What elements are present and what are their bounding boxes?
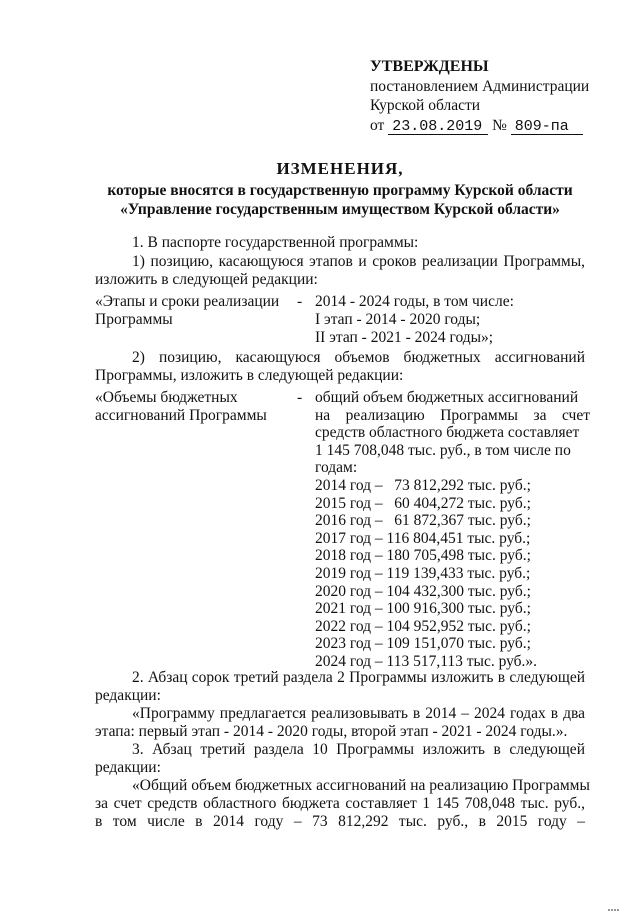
budget-dash: - xyxy=(297,389,303,406)
paragraph-1-1-line-b: изложить в следующей редакции: xyxy=(95,271,318,288)
budget-label: «Объемы бюджетных ассигнований Программы xyxy=(95,389,267,424)
budget-year-2014: 2014 год – 73 812,292 тыс. руб.; xyxy=(315,476,531,494)
paragraph-1-1-line-a: 1) позицию, касающуюся этапов и сроков реализации Программы, xyxy=(132,253,585,270)
paragraph-2-line-a: 2. Абзац сорок третий раздела 2 Программы изложить в следующей xyxy=(132,669,585,686)
paragraph-1-2-line-b: Программы, изложить в следующей редакции: xyxy=(95,367,404,384)
approval-line-2: Курской области xyxy=(370,97,481,114)
stages-label: «Этапы и сроки реализации Программы xyxy=(95,293,280,328)
budget-year-2016: 2016 год – 61 872,367 тыс. руб.; xyxy=(315,512,531,530)
budget-year-2021: 2021 год – 100 916,300 тыс. руб.; xyxy=(315,600,531,618)
approval-date-line xyxy=(370,117,620,137)
paragraph-3-line-a: 3. Абзац третий раздела 10 Программы изложить в следующей xyxy=(132,741,585,758)
paragraph-3-line-c: «Общий объем бюджетных ассигнований на реализацию Программы xyxy=(132,777,590,794)
approval-block xyxy=(370,58,620,136)
document-title: ИЗМЕНЕНИЯ, xyxy=(276,159,404,178)
paragraph-1: 1. В паспорте государственной программы: xyxy=(132,234,419,251)
paragraph-1-2-line-a: 2) позицию, касающуюся объемов бюджетных ассигнований xyxy=(132,349,585,366)
document-subtitle-2: «Управление государственным имуществом Курской области» xyxy=(120,201,560,218)
paragraph-2-line-c: «Программу предлагается реализовывать в 2014 – 2024 годах в два xyxy=(132,705,585,722)
budget-year-2022: 2022 год – 104 952,952 тыс. руб.; xyxy=(315,617,531,635)
approval-from-label: от xyxy=(370,116,385,134)
paragraph-2-line-d: этапа: первый этап - 2014 - 2020 годы, второй этап - 2021 - 2024 годы.». xyxy=(95,723,568,740)
scan-mark xyxy=(608,898,626,901)
paragraph-3-line-e: в том числе в 2014 году – 73 812,292 тыс. руб., в 2015 году – xyxy=(95,813,585,830)
document-subtitle-1: которые вносятся в государственную программу Курской области xyxy=(107,182,573,199)
budget-year-2017: 2017 год – 116 804,451 тыс. руб.; xyxy=(315,529,531,547)
budget-year-2020: 2020 год – 104 432,300 тыс. руб.; xyxy=(315,582,531,600)
approval-date: 23.08.2019 xyxy=(388,119,488,135)
budget-year-2024: 2024 год – 113 517,113 тыс. руб.». xyxy=(315,652,538,670)
stages-value: 2014 - 2024 годы, в том числе: I этап - 2014 - 2020 годы; II этап - 2021 - 2024 годы»; xyxy=(315,293,514,346)
approval-line-1: постановлением Администрации xyxy=(370,77,590,95)
paragraph-2-line-b: редакции: xyxy=(95,687,161,704)
paragraph-3-line-d: за счет средств областного бюджета составляет 1 145 708,048 тыс. руб., xyxy=(95,795,585,812)
approval-number: 809-па xyxy=(511,119,583,135)
stages-dash: - xyxy=(297,293,303,310)
paragraph-3-line-b: редакции: xyxy=(95,759,161,776)
budget-year-2023: 2023 год – 109 151,070 тыс. руб.; xyxy=(315,635,531,653)
approval-number-label: № xyxy=(492,116,507,134)
budget-value: общий объем бюджетных ассигнований на реализацию Программы за счет средств областного бюджета составляет 1 145 708,048 тыс. руб., в том числе по годам: 2014 год – 73 812,292 тыс. руб.; 2015 год – 60 404,272 тыс. руб.; 2016 год – 61 872,367 тыс. руб.; 2017 год – 116 804,451 тыс. руб.; 2018 год – 180 705,498 тыс. руб.; 2019 год – 119 139,433 тыс. руб.; 2020 год – 104 432,300 тыс. руб.; 2021 год – 100 916,300 тыс. руб.; 2022 год – 104 952,952 тыс. руб.; 2023 год – 109 151,070 тыс. руб.; 2024 год – 113 517,113 тыс. руб.». xyxy=(315,389,590,670)
budget-year-2019: 2019 год – 119 139,433 тыс. руб.; xyxy=(315,564,531,582)
budget-year-2015: 2015 год – 60 404,272 тыс. руб.; xyxy=(315,494,531,512)
approval-title: УТВЕРЖДЕНЫ xyxy=(370,58,489,75)
budget-year-2018: 2018 год – 180 705,498 тыс. руб.; xyxy=(315,547,531,565)
